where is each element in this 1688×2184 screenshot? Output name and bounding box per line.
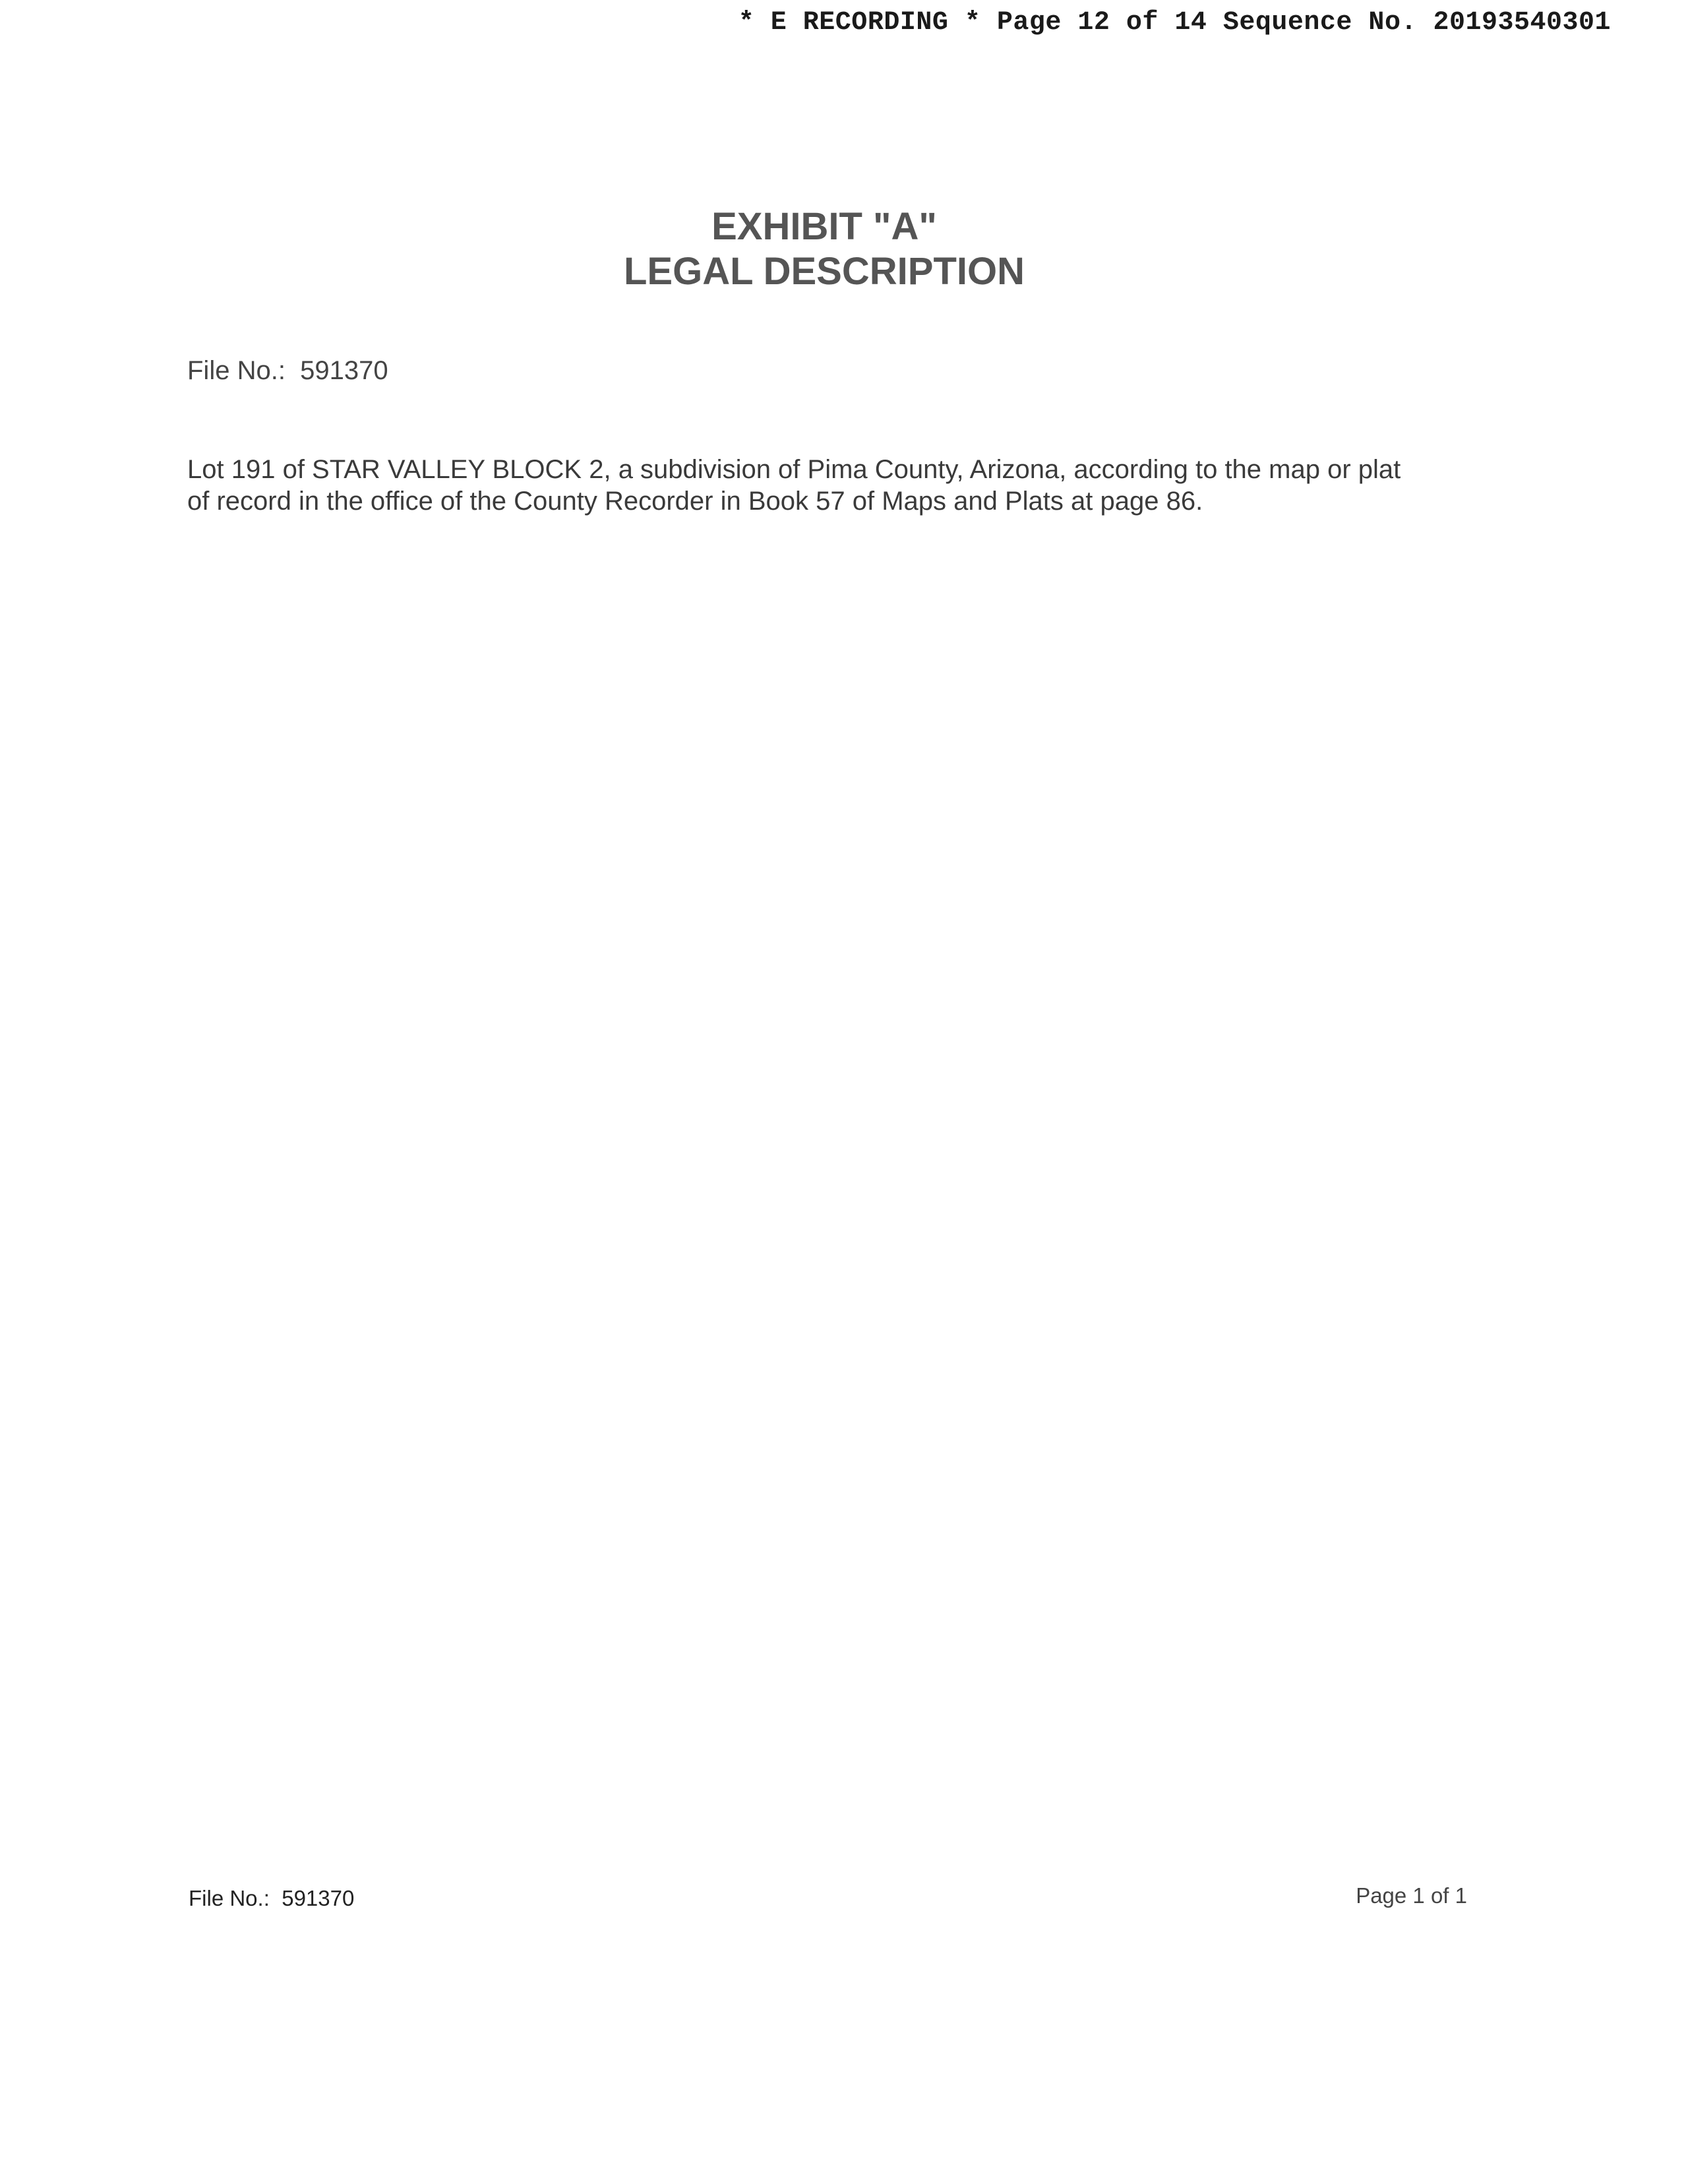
exhibit-title [0, 204, 1648, 294]
file-number-label: File No.: [187, 356, 286, 385]
legal-description [187, 454, 1506, 517]
exhibit-title-line1: EXHIBIT "A" [711, 205, 937, 248]
footer-file-value: 591370 [282, 1886, 355, 1910]
footer-file-label: File No.: [189, 1886, 270, 1910]
footer-file-number [189, 1886, 354, 1911]
exhibit-title-line2: LEGAL DESCRIPTION [624, 250, 1025, 293]
file-number [187, 356, 388, 386]
footer-page-number: Page 1 of 1 [1356, 1883, 1467, 1908]
legal-description-line1: Lot 191 of STAR VALLEY BLOCK 2, a subdivision of Pima County, Arizona, according to the map or plat [187, 455, 1401, 484]
recording-header: * E RECORDING * Page 12 of 14 Sequence No. 20193540301 [738, 8, 1611, 38]
legal-description-line2: of record in the office of the County Recorder in Book 57 of Maps and Plats at page 86. [187, 487, 1203, 516]
file-number-value: 591370 [300, 356, 388, 385]
